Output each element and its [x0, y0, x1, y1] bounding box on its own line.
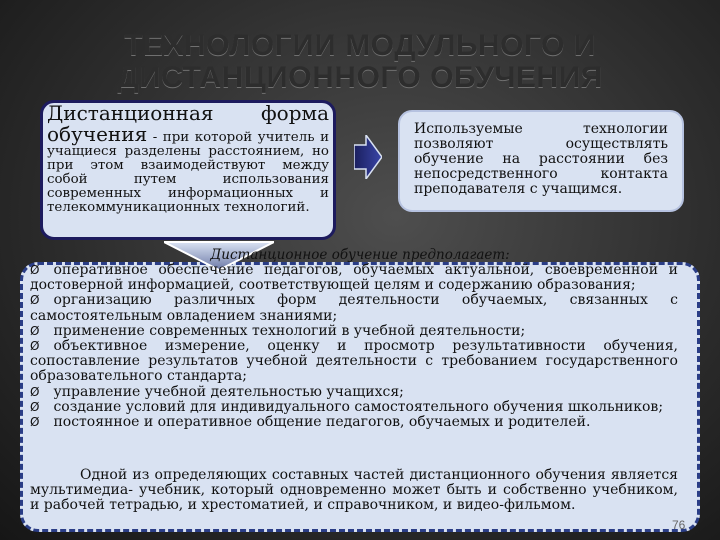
title-line-2: ДИСТАНЦИОННОГО ОБУЧЕНИЯ — [117, 61, 603, 94]
page-number: 76 — [672, 518, 686, 532]
technologies-text: Используемые технологии позволяют осуществлять обучение на расстоянии без непосредственного контакта преподавателя с учащимся. — [414, 121, 668, 197]
list-item: Ø управление учебной деятельностью учащихся; — [30, 383, 404, 400]
bullet-arrow-icon: Ø — [30, 415, 40, 430]
list-item: Ø оперативное обеспечение педагогов, обучаемых актуальной, своевременной и достоверной информацией, соответствующей целям и содержанию образования; — [30, 262, 678, 294]
bullet-arrow-icon: Ø — [30, 384, 40, 399]
slide-title — [60, 30, 660, 94]
requirements-list — [30, 263, 678, 430]
technologies-box — [398, 110, 684, 212]
list-item: Ø применение современных технологий в учебной деятельности; — [30, 322, 526, 339]
title-line-1: ТЕХНОЛОГИИ МОДУЛЬНОГО И — [124, 29, 596, 62]
bullet-arrow-icon: Ø — [30, 399, 40, 414]
bullet-arrow-icon: Ø — [30, 293, 40, 308]
bullet-arrow-icon: Ø — [30, 323, 40, 338]
bullet-arrow-icon: Ø — [30, 339, 40, 354]
list-item: Ø создание условий для индивидуального самостоятельного обучения школьников; — [30, 398, 664, 415]
definition-box — [40, 100, 336, 240]
list-item: Ø объективное измерение, оценку и просмотр результативности обучения, сопоставление результатов учебной деятельности с требованием государственного образовательного стандарта; — [30, 338, 678, 385]
bullet-arrow-icon: Ø — [30, 263, 40, 277]
requirements-heading: Дистанционное обучение предполагает: — [210, 247, 510, 263]
arrow-right-icon — [354, 135, 382, 179]
multimedia-paragraph: Одной из определяющих составных частей дистанционного обучения является мультимедиа- учебник, который одновременно может быть и собственно учебником, и рабочей тетрадью, и хрестоматией, и справочником, и видео-фильмом. — [30, 467, 678, 514]
definition-text: - при которой учитель и учащиеся разделены расстоянием, но при этом взаимодействуют между собой путем использования современных информационных и телекоммуникационных технологий. — [47, 130, 329, 215]
list-item: Ø организацию различных форм деятельности обучаемых, связанных с самостоятельным овладением знаниями; — [30, 292, 678, 324]
definition-lead: Дистанционная форма обучения — [47, 101, 329, 146]
list-item: Ø постоянное и оперативное общение педагогов, обучаемых и родителей. — [30, 414, 591, 431]
